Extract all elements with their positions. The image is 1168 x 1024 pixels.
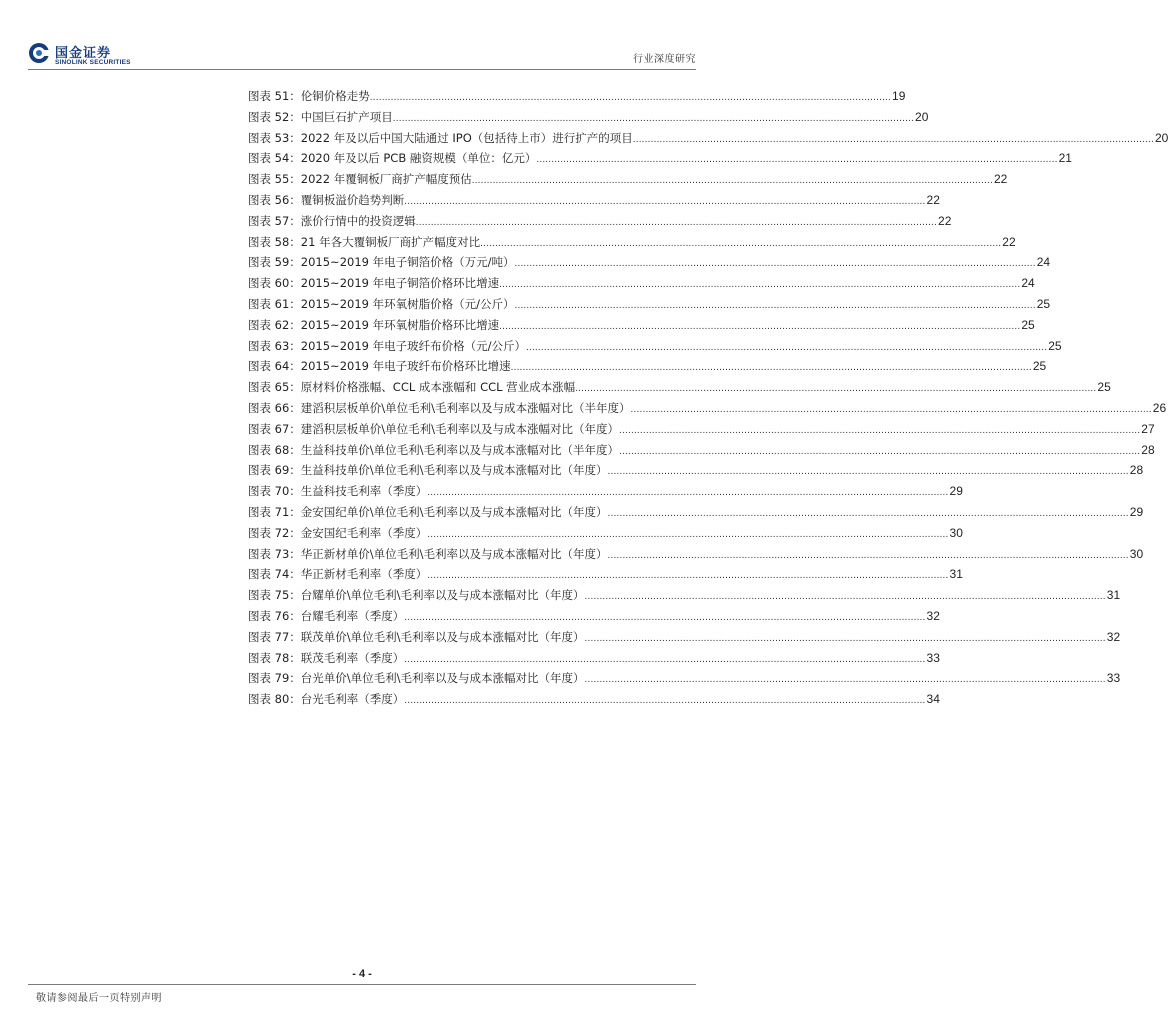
toc-entry-title: 图表 79：台光单价\单位毛利\毛利率以及与成本涨幅对比（年度）: [248, 671, 585, 686]
toc-entry[interactable]: [248, 171, 1008, 192]
toc-dot-leader: [404, 612, 925, 623]
toc-entry-title: 图表 75：台耀单价\单位毛利\毛利率以及与成本涨幅对比（年度）: [248, 588, 585, 603]
toc-entry[interactable]: [248, 587, 1121, 608]
toc-entry[interactable]: [248, 379, 1111, 400]
toc-dot-leader: [393, 113, 914, 124]
toc-entry-page: 19: [892, 89, 906, 103]
sinolink-logo: [28, 42, 138, 68]
toc-entry[interactable]: [248, 421, 1155, 442]
toc-entry-title: 图表 71：金安国纪单价\单位毛利\毛利率以及与成本涨幅对比（年度）: [248, 504, 608, 519]
toc-dot-leader: [427, 570, 948, 581]
header-divider: [28, 69, 696, 70]
toc-entry[interactable]: [248, 483, 963, 504]
toc-dot-leader: [585, 633, 1106, 644]
toc-dot-leader: [526, 342, 1047, 353]
toc-dot-leader: [619, 425, 1140, 436]
toc-dot-leader: [631, 404, 1152, 415]
toc-dot-leader: [575, 383, 1096, 394]
toc-entry-page: 31: [1106, 588, 1121, 603]
toc-dot-leader: [480, 238, 1001, 249]
toc-entry[interactable]: [248, 234, 1016, 255]
toc-entry-title: 图表 57：涨价行情中的投资逻辑: [248, 213, 416, 228]
toc-entry-title: 图表 64：2015~2019 年电子玻纤布价格环比增速: [248, 359, 511, 374]
toc-entry-page: 28: [1129, 463, 1144, 478]
toc-entry-page: 34: [926, 692, 940, 707]
toc-entry[interactable]: [248, 275, 1035, 296]
page-number: - 4 -: [352, 968, 372, 980]
toc-dot-leader: [515, 258, 1036, 269]
toc-entry-page: 25: [1036, 296, 1051, 311]
toc-entry[interactable]: [248, 566, 963, 587]
toc-entry-title: 图表 68：生益科技单价\单位毛利\毛利率以及与成本涨幅对比（半年度）: [248, 442, 620, 457]
toc-entry[interactable]: [248, 317, 1035, 338]
toc-entry-title: 图表 80：台光毛利率（季度）: [248, 692, 405, 707]
toc-dot-leader: [404, 196, 925, 207]
toc-entry-page: 28: [1141, 442, 1155, 457]
toc-dot-leader: [585, 591, 1106, 602]
toc-entry-title: 图表 65：原材料价格涨幅、CCL 成本涨幅和 CCL 营业成本涨幅: [248, 380, 576, 395]
toc-entry-title: 图表 52：中国巨石扩产项目: [248, 109, 393, 124]
toc-entry-title: 图表 51：伦铜价格走势: [248, 89, 370, 103]
toc-dot-leader: [472, 175, 993, 186]
toc-entry[interactable]: [248, 400, 1167, 421]
toc-entry-title: 图表 63：2015~2019 年电子玻纤布价格（元/公斤）: [248, 338, 526, 353]
toc-entry-page: 24: [1021, 276, 1035, 291]
toc-dot-leader: [608, 550, 1129, 561]
toc-entry-page: 25: [1021, 317, 1035, 332]
toc-entry-title: 图表 70：生益科技毛利率（季度）: [248, 484, 428, 499]
toc-entry-page: 22: [1002, 234, 1016, 249]
toc-entry-title: 图表 61：2015~2019 年环氧树脂价格（元/公斤）: [248, 296, 515, 311]
toc-entry-title: 图表 78：联茂毛利率（季度）: [248, 650, 405, 665]
toc-entry-title: 图表 55：2022 年覆铜板厂商扩产幅度预估: [248, 172, 472, 187]
toc-entry[interactable]: [248, 150, 1072, 171]
toc-entry-title: 图表 67：建滔积层板单价\单位毛利\毛利率以及与成本涨幅对比（年度）: [248, 421, 620, 436]
toc-entry-title: 图表 76：台耀毛利率（季度）: [248, 608, 405, 623]
toc-entry-page: 32: [926, 608, 940, 623]
toc-entry[interactable]: [248, 629, 1121, 650]
toc-dot-leader: [511, 362, 1032, 373]
toc-dot-leader: [619, 446, 1140, 457]
toc-entry-title: 图表 62：2015~2019 年环氧树脂价格环比增速: [248, 317, 500, 332]
toc-entry-page: 27: [1141, 421, 1155, 436]
toc-entry-title: 图表 56：覆铜板溢价趋势判断: [248, 192, 405, 207]
logo-english-name: SINOLINK SECURITIES: [55, 59, 131, 66]
figure-index-list: [248, 88, 1168, 712]
toc-dot-leader: [404, 695, 925, 706]
toc-entry-page: 22: [938, 213, 952, 228]
disclaimer-note: 敬请参阅最后一页特别声明: [36, 993, 162, 1004]
toc-entry[interactable]: [248, 608, 940, 629]
toc-entry[interactable]: [248, 358, 1047, 379]
toc-entry[interactable]: [248, 650, 940, 671]
toc-entry-title: 图表 72：金安国纪毛利率（季度）: [248, 525, 428, 540]
toc-entry-title: 图表 59：2015~2019 年电子铜箔价格（万元/吨）: [248, 255, 515, 270]
toc-entry[interactable]: [248, 296, 1051, 317]
toc-entry-page: 20: [1154, 130, 1168, 145]
toc-entry-page: 30: [949, 525, 963, 540]
toc-entry[interactable]: [248, 691, 940, 712]
toc-dot-leader: [608, 466, 1129, 477]
toc-entry-page: 33: [1106, 671, 1121, 686]
toc-dot-leader: [427, 487, 948, 498]
toc-entry-title: 图表 69：生益科技单价\单位毛利\毛利率以及与成本涨幅对比（年度）: [248, 463, 608, 478]
toc-dot-leader: [585, 674, 1106, 685]
toc-dot-leader: [427, 529, 948, 540]
toc-entry[interactable]: [248, 546, 1144, 567]
toc-entry-title: 图表 60：2015~2019 年电子铜箔价格环比增速: [248, 276, 500, 291]
toc-entry-title: 图表 58：21 年各大覆铜板厂商扩产幅度对比: [248, 234, 481, 249]
toc-dot-leader: [404, 654, 925, 665]
toc-entry-title: 图表 66：建滔积层板单价\单位毛利\毛利率以及与成本涨幅对比（半年度）: [248, 400, 631, 415]
toc-entry-page: 25: [1032, 359, 1047, 374]
toc-entry-page: 22: [926, 192, 940, 207]
toc-entry-page: 20: [915, 109, 929, 124]
toc-entry-page: 25: [1048, 338, 1062, 353]
toc-entry-title: 图表 74：华正新材毛利率（季度）: [248, 567, 428, 582]
toc-entry[interactable]: [248, 192, 940, 213]
toc-entry-page: 21: [1058, 151, 1072, 166]
page-header: [28, 38, 696, 68]
logo-chinese-name: 国金证券: [55, 46, 112, 61]
toc-dot-leader: [633, 134, 1154, 145]
toc-entry-page: 29: [1129, 504, 1144, 519]
report-type-label: 行业深度研究: [633, 54, 696, 65]
toc-entry-page: 32: [1106, 629, 1121, 644]
toc-entry[interactable]: [248, 670, 1121, 691]
toc-entry-title: 图表 54：2020 年及以后 PCB 融资规模（单位：亿元）: [248, 151, 537, 166]
toc-entry[interactable]: [248, 254, 1051, 275]
toc-dot-leader: [536, 154, 1057, 165]
toc-entry[interactable]: [248, 338, 1062, 359]
toc-entry-page: 22: [993, 172, 1008, 187]
toc-entry[interactable]: [248, 88, 906, 109]
sinolink-logo-icon: [28, 42, 50, 64]
toc-entry-page: 31: [949, 567, 963, 582]
toc-entry[interactable]: [248, 442, 1155, 463]
toc-entry[interactable]: [248, 109, 929, 130]
toc-entry-title: 图表 53：2022 年及以后中国大陆通过 IPO（包括待上市）进行扩产的项目: [248, 130, 633, 145]
toc-dot-leader: [499, 321, 1020, 332]
toc-entry[interactable]: [248, 504, 1144, 525]
toc-dot-leader: [515, 300, 1036, 311]
toc-entry[interactable]: [248, 130, 1168, 151]
toc-entry-title: 图表 77：联茂单价\单位毛利\毛利率以及与成本涨幅对比（年度）: [248, 629, 585, 644]
toc-dot-leader: [416, 217, 937, 228]
toc-entry-page: 24: [1036, 255, 1051, 270]
toc-entry-page: 25: [1097, 380, 1111, 395]
toc-entry-page: 26: [1152, 400, 1167, 415]
toc-entry[interactable]: [248, 462, 1144, 483]
toc-dot-leader: [608, 508, 1129, 519]
toc-entry-page: 30: [1129, 546, 1144, 561]
toc-dot-leader: [370, 92, 891, 103]
toc-entry-title: 图表 73：华正新材单价\单位毛利\毛利率以及与成本涨幅对比（年度）: [248, 546, 608, 561]
toc-dot-leader: [499, 279, 1020, 290]
toc-entry-page: 33: [926, 650, 940, 665]
toc-entry[interactable]: [248, 213, 952, 234]
toc-entry[interactable]: [248, 525, 963, 546]
toc-entry-page: 29: [949, 484, 963, 499]
footer-divider: [28, 984, 696, 985]
